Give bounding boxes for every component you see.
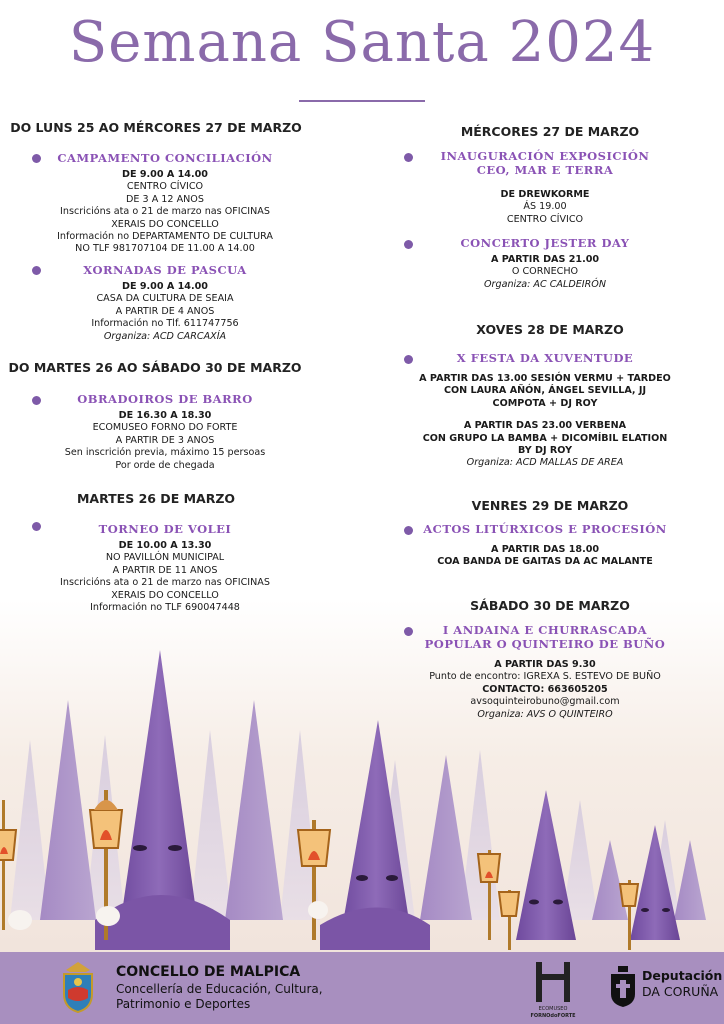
event-title: TORNEO DE VOLEI [98,522,232,536]
event-age: A PARTIR DE 11 ANOS [112,564,218,576]
event-place: O CORNECHO [511,266,579,278]
event-volei [30,522,300,614]
event-info: CON GRUPO LA BAMBA + DICOMÍBIL ELATION [422,432,668,444]
glove-icon [308,901,328,919]
event-info: A PARTIR DAS 13.00 SESIÓN VERMU + TARDEO [419,373,671,384]
event-info: Inscricións ata o 21 de marzo nas OFICINAS [60,206,270,218]
event-time: DE 9.00 A 14.00 [122,169,208,180]
nazarenos-illustration [0,620,724,960]
event-age: A PARTIR DE 3 ANOS [115,434,215,446]
glove-icon [8,910,32,930]
org-name: CONCELLO DE MALPICA [116,964,301,980]
event-info: Por orde de chegada [115,459,215,471]
event-title: XORNADAS DE PASCUA [83,263,247,277]
deputacion-name: Deputación [642,968,723,983]
page-title: Semana Santa 2024 [68,10,656,75]
event-time: A PARTIR DAS 9.30 [494,659,596,670]
event-time: DE 16.30 A 18.30 [118,410,212,421]
event-place: CASA DA CULTURA DE SEAIA [96,293,234,305]
event-place: COA BANDA DE GAITAS DA AC MALANTE [437,556,653,568]
section-heading-right-3: VENRES 29 DE MARZO [471,498,629,513]
event-place: NO PAVILLÓN MUNICIPAL [105,552,225,564]
event-title: CEO, MAR E TERRA [476,163,614,177]
event-title: I ANDAINA E CHURRASCADA [442,623,648,637]
event-concerto [410,236,680,291]
ecomuseo-label: FORNOdoFORTE [530,1013,576,1019]
event-age: A PARTIR DE 4 ANOS [115,305,215,317]
event-time: DE 10.00 A 13.30 [118,540,212,551]
event-xornadas [30,263,300,343]
event-title: OBRADOIROS DE BARRO [77,392,253,406]
event-title: CONCERTO JESTER DAY [460,236,630,250]
deputacion-place: DA CORUÑA [642,984,719,999]
event-place: CENTRO CÍVICO [506,213,584,225]
event-contact: CONTACTO: 663605205 [482,683,608,695]
section-heading-left-3: MARTES 26 DE MARZO [76,491,236,506]
section-heading-right-2: XOVES 28 DE MARZO [476,322,624,337]
event-place: ECOMUSEO FORNO DO FORTE [92,422,238,434]
event-info: XERAIS DO CONCELLO [111,589,219,601]
event-info: XERAIS DO CONCELLO [111,218,219,230]
event-info: Inscricións ata o 21 de marzo nas OFICINAS [60,577,270,589]
malpica-shield-icon [58,958,98,1014]
section-heading-right-1: MÉRCORES 27 DE MARZO [460,124,640,139]
section-heading-left-1: DO LUNS 25 AO MÉRCORES 27 DE MARZO [10,120,302,135]
event-title: X FESTA DA XUVENTUDE [456,351,634,365]
event-actos-liturxicos [410,522,680,569]
event-info: Información no DEPARTAMENTO DE CULTURA [57,231,273,243]
event-info: COMPOTA + DJ ROY [492,397,598,409]
event-age: DE 3 A 12 ANOS [126,193,204,205]
lantern-icon [499,890,519,950]
ecomuseo-logo-icon [530,958,576,1020]
event-time: DE 9.00 A 14.00 [122,281,208,292]
glove-icon [96,906,120,926]
event-campamento [30,151,300,256]
event-info: NO TLF 981707104 DE 11.00 A 14.00 [75,243,255,255]
footer-bar [0,952,724,1024]
event-obradoiros [30,392,300,472]
event-title: INAUGURACIÓN EXPOSICIÓN [440,149,650,163]
event-organizer: Organiza: ACD MALLAS DE AREA [466,457,624,469]
org-department [116,982,326,1012]
dept-line: Concellería de Educación, Cultura, [116,982,323,996]
event-place: CENTRO CÍVICO [126,181,204,193]
deputacion-crest-icon [608,964,638,1008]
event-info: CON LAURA AÑÓN, ÁNGEL SEVILLA, JJ [443,385,647,397]
event-organizer: Organiza: AVS O QUINTEIRO [477,708,613,720]
event-info: Sen inscrición previa, máximo 15 persoas [64,447,266,459]
event-info: Información no Tlf. 611747756 [91,318,239,330]
dept-line: Patrimonio e Deportes [116,997,251,1011]
event-inauguracion [410,149,680,226]
event-time: A PARTIR DAS 18.00 [490,544,600,555]
section-heading-right-4: SÁBADO 30 DE MARZO [470,598,630,613]
event-title: ACTOS LITÚRXICOS E PROCESIÓN [423,522,667,536]
event-title: CAMPAMENTO CONCILIACIÓN [57,151,273,165]
event-place: Punto de encontro: IGREXA S. ESTEVO DE BUÑO [429,671,661,683]
section-heading-left-2: DO MARTES 26 AO SÁBADO 30 DE MARZO [8,360,302,375]
event-title: POPULAR O QUINTEIRO DE BUÑO [424,637,666,651]
event-organizer: Organiza: AC CALDEIRÓN [484,278,606,290]
event-info: BY DJ ROY [517,445,573,457]
event-festa-xuventude [410,351,680,470]
event-time: A PARTIR DAS 21.00 [490,254,600,265]
event-info: Información no TLF 690047448 [90,602,240,614]
event-info: DE DREWKORME [500,189,590,200]
title-divider [299,100,425,102]
ecomuseo-label: ECOMUSEO [538,1006,568,1012]
event-time: ÁS 19.00 [523,201,567,213]
event-email: avsoquinteirobuno@gmail.com [470,696,620,708]
event-info: A PARTIR DAS 23.00 VERBENA [463,420,627,432]
event-organizer: Organiza: ACD CARCAXÍA [103,330,227,342]
